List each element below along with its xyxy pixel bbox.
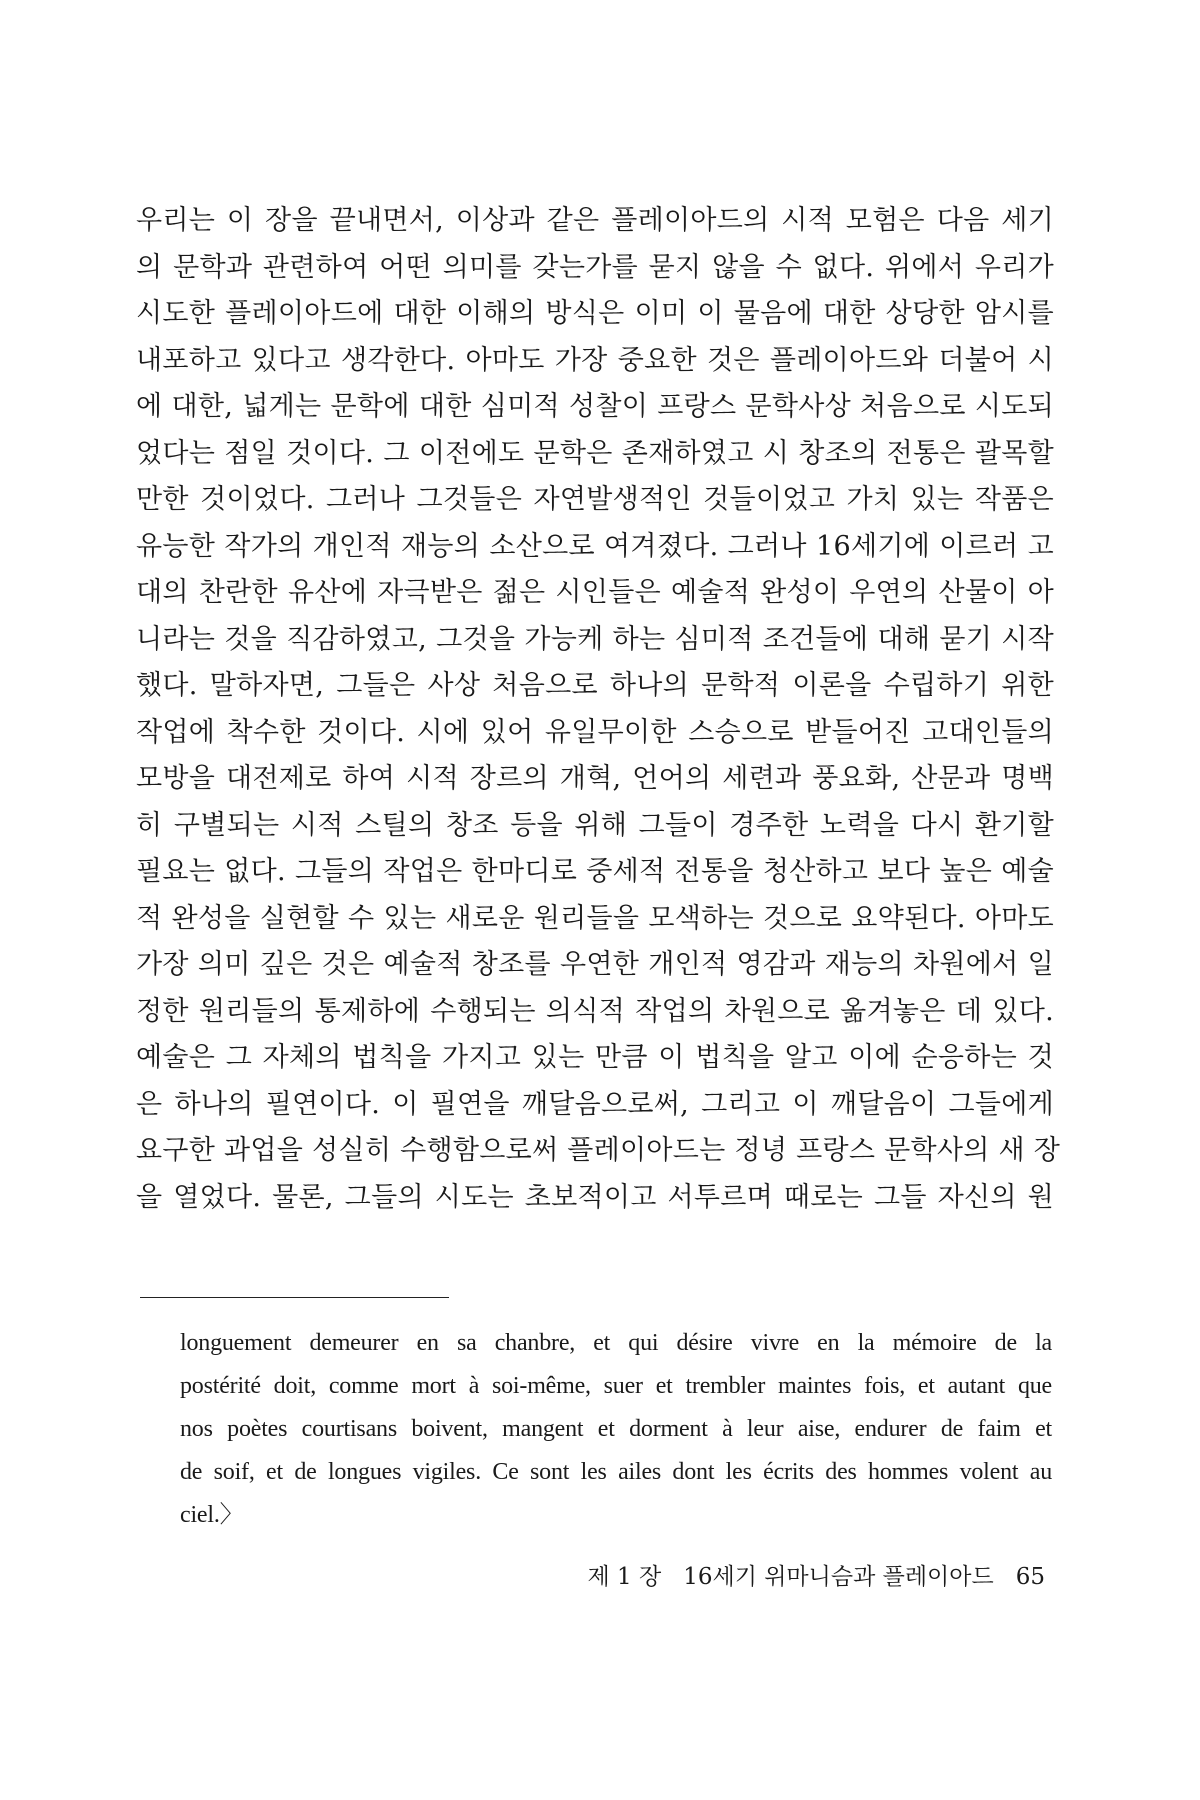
body-line: 대의 찬란한 유산에 자극받은 젊은 시인들은 예술적 완성이 우연의 산물이 아 [136,577,1054,608]
body-line: 시도한 플레이아드에 대한 이해의 방식은 이미 이 물음에 대한 상당한 암시를 [136,298,1054,329]
body-line: 적 완성을 실현할 수 있는 새로운 원리들을 모색하는 것으로 요약된다. 아마도 [136,902,1054,934]
body-line: 히 구별되는 시적 스틸의 창조 등을 위해 그들이 경주한 노력을 다시 환기할 [136,809,1054,841]
body-line: 필요는 없다. 그들의 작업은 한마디로 중세적 전통을 청산하고 보다 높은 예술 [136,856,1054,887]
body-line: 의 문학과 관련하여 어떤 의미를 갖는가를 묻지 않을 수 없다. 위에서 우리가 [136,251,1054,283]
footnote-line: ciel.〉 [180,1502,244,1528]
body-line: 유능한 작가의 개인적 재능의 소산으로 여겨졌다. 그러나 16세기에 이르러 고 [136,530,1054,562]
body-line: 작업에 착수한 것이다. 시에 있어 유일무이한 스승으로 받들어진 고대인들의 [136,716,1054,748]
body-line: 가장 의미 깊은 것은 예술적 창조를 우연한 개인적 영감과 재능의 차원에서 일 [136,949,1054,980]
body-line: 내포하고 있다고 생각한다. 아마도 가장 중요한 것은 플레이아드와 더불어 시 [136,344,1054,376]
body-line: 했다. 말하자면, 그들은 사상 처음으로 하나의 문학적 이론을 수립하기 위한 [136,670,1054,701]
body-line: 요구한 과업을 성실히 수행함으로써 플레이아드는 정녕 프랑스 문학사의 새 장 [136,1135,1061,1166]
body-line: 니라는 것을 직감하였고, 그것을 가능케 하는 심미적 조건들에 대해 묻기 시작 [136,623,1054,655]
footnote [180,1322,1052,1537]
body-line: 에 대한, 넓게는 문학에 대한 심미적 성찰이 프랑스 문학사상 처음으로 시도되 [136,391,1054,422]
footnote-line: nos poètes courtisans boivent, mangent et dorment à leur aise, endurer de faim et [180,1416,1052,1442]
body-line: 우리는 이 장을 끝내면서, 이상과 같은 플레이아드의 시적 모험은 다음 세기 [136,205,1054,236]
body-line: 모방을 대전제로 하여 시적 장르의 개혁, 언어의 세련과 풍요화, 산문과 명백 [136,763,1054,794]
body-line: 만한 것이었다. 그러나 그것들은 자연발생적인 것들이었고 가치 있는 작품은 [136,484,1054,515]
body-line: 정한 원리들의 통제하에 수행되는 의식적 작업의 차원으로 옮겨놓은 데 있다. [136,995,1054,1027]
page-number: 65 [1015,1564,1045,1590]
footer-chapter: 제 1 장 [587,1564,662,1590]
body-text [136,198,1061,1221]
running-footer [587,1562,1045,1592]
footer-title: 16세기 위마니슴과 플레이아드 [683,1564,994,1590]
footnote-line: longuement demeurer en sa chanbre, et qui désire vivre en la mémoire de la [180,1330,1052,1356]
footnote-line: postérité doit, comme mort à soi-même, suer et trembler maintes fois, et autant que [180,1373,1052,1399]
body-line: 었다는 점일 것이다. 그 이전에도 문학은 존재하였고 시 창조의 전통은 괄목할 [136,437,1054,469]
footnote-divider [140,1297,449,1298]
body-line: 은 하나의 필연이다. 이 필연을 깨달음으로써, 그리고 이 깨달음이 그들에게 [136,1088,1054,1120]
body-line: 예술은 그 자체의 법칙을 가지고 있는 만큼 이 법칙을 알고 이에 순응하는 것 [136,1042,1054,1073]
footnote-line: de soif, et de longues vigiles. Ce sont les ailes dont les écrits des hommes volent au [180,1459,1052,1485]
body-line: 을 열었다. 물론, 그들의 시도는 초보적이고 서투르며 때로는 그들 자신의 원 [136,1181,1054,1213]
